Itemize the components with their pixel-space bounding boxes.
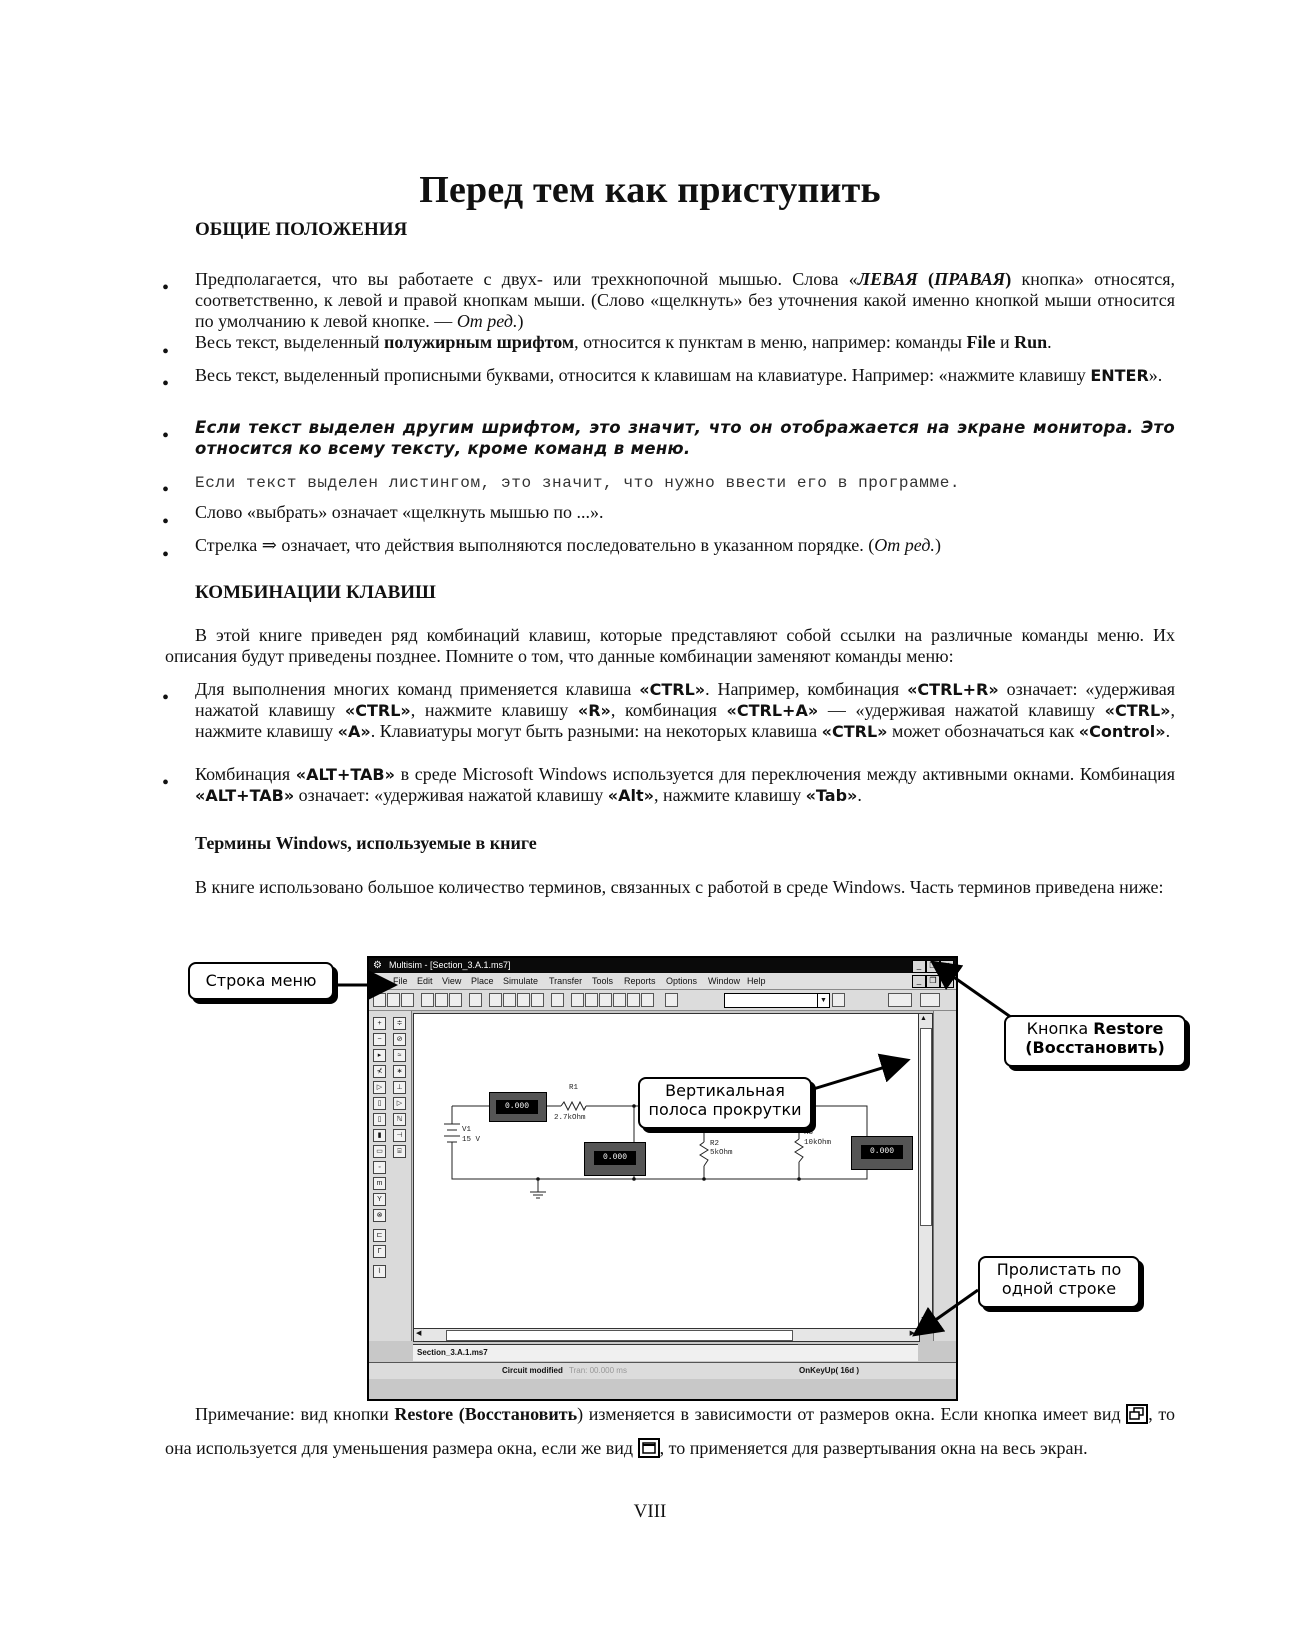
ladder-icon[interactable]: ⊏ (373, 1229, 386, 1242)
power-icon[interactable]: ≑ (393, 1017, 406, 1030)
v1-label: V1 (462, 1126, 472, 1134)
r1-label: R1 (569, 1084, 579, 1092)
electromech-icon[interactable]: ⊗ (373, 1209, 386, 1222)
bullet-listing: Если текст выделен листингом, это значит, что нужно ввести его в программе. (195, 474, 961, 492)
bullet-screen-font: Если текст выделен другим шрифтом, это значит, что он отображается на экране монитора. Это относится ко всему тексту, кроме команд в меню. (195, 418, 1175, 458)
bullet-dot: • (162, 277, 170, 299)
connector-icon[interactable]: ⊣ (393, 1129, 406, 1142)
cmos-icon[interactable]: ▯ (373, 1113, 386, 1126)
menu-tools[interactable]: Tools (592, 976, 614, 986)
bullet-bold-text: Весь текст, выделенный полужирным шрифтом, относится к пунктам в меню, например: команды File и Run. (195, 332, 1052, 352)
bullet-dot: • (162, 772, 170, 794)
place-text-icon[interactable]: ⌸ (393, 1145, 406, 1158)
callout-scroll-line: Пролистать по одной строке (978, 1256, 1140, 1308)
misc-icon[interactable]: m (373, 1177, 386, 1190)
r1-value: 2.7kOhm (554, 1114, 586, 1122)
menu-edit[interactable]: Edit (417, 976, 433, 986)
indicator-icon[interactable]: ◦ (373, 1161, 386, 1174)
scroll-left-icon[interactable]: ◀ (416, 1330, 422, 1337)
status-tran: Tran: 00.000 ms (569, 1366, 627, 1375)
document-icon: ▤ (375, 976, 384, 986)
doc-close-button[interactable]: ✕ (940, 975, 954, 988)
bullet-dot: • (162, 544, 170, 566)
basic-icon[interactable]: ~ (373, 1033, 386, 1046)
bullet-select: Слово «выбрать» означает «щелкнуть мышью по ...». (195, 502, 604, 522)
inductor-icon[interactable]: ∗ (393, 1065, 406, 1078)
chevron-down-icon: ▼ (817, 994, 829, 1007)
section-heading-shortcuts: КОМБИНАЦИИ КЛАВИШ (195, 582, 436, 603)
menu-file[interactable]: File (393, 976, 408, 986)
menu-simulate[interactable]: Simulate (503, 976, 539, 986)
opamp-icon[interactable]: ▷ (393, 1097, 406, 1110)
capacitor-icon[interactable]: ≈ (393, 1049, 406, 1062)
menu-place[interactable]: Place (471, 976, 494, 986)
minimize-button[interactable]: _ (912, 960, 926, 973)
bullet-dot: • (162, 341, 170, 363)
menu-reports[interactable]: Reports (624, 976, 656, 986)
r3-label: R3 (804, 1129, 814, 1137)
r2-value: 5kOhm (710, 1149, 733, 1157)
bullet-mouse: Предполагается, что вы работаете с двух- или трехкнопочной мышью. Слова «ЛЕВАЯ (ПРАВАЯ) кнопка» относятся, соответственно, к левой и правой кнопкам мыши. (Слово «щелкнуть» без уточнения какой именно кнопкой мыши относится по умолчанию к левой кнопке. — От ред.) (195, 269, 1176, 331)
bullet-alttab: Комбинация «ALT+TAB» в среде Microsoft Windows используется для переключения между активными окнами. Комбинация «ALT+TAB» означает: «удерживая нажатой клавишу «Alt», нажмите клавишу «Tab». (195, 764, 1175, 805)
menu-help[interactable]: Help (747, 976, 766, 986)
menu-window[interactable]: Window (708, 976, 741, 986)
callout-menu-bar: Строка меню (188, 962, 334, 1000)
doc-restore-button[interactable]: ❐ (926, 975, 940, 988)
wire-icon[interactable]: ⌇ (373, 1265, 386, 1278)
scroll-down-icon[interactable]: ▼ (920, 1316, 927, 1323)
mixed-icon[interactable]: ▭ (373, 1145, 386, 1158)
bullet-dot: • (162, 479, 170, 501)
resistor-icon[interactable]: ⊘ (393, 1033, 406, 1046)
tab-section-3a1[interactable]: Section_3.A.1.ms7 (417, 1348, 488, 1357)
page-title: Перед тем как приступить (419, 169, 881, 211)
status-keyup: OnKeyUp( 16d ) (799, 1366, 860, 1375)
transistor-icon[interactable]: ⊀ (373, 1065, 386, 1078)
status-modified: Circuit modified (502, 1366, 563, 1375)
r3-value: 10kOhm (804, 1139, 832, 1147)
menu-transfer[interactable]: Transfer (549, 976, 583, 986)
bullet-caps-keys: Весь текст, выделенный прописными буквами, относится к клавишам на клавиатуре. Например: «нажмите клавишу ENTER». (195, 365, 1163, 385)
v1-value: 15 V (462, 1136, 481, 1144)
misc-digital-icon[interactable]: ▮ (373, 1129, 386, 1142)
restore-button[interactable]: ❐ (926, 960, 940, 973)
doc-minimize-button[interactable]: _ (912, 975, 926, 988)
meter-display: 0.000 (861, 1145, 903, 1159)
terms-intro: В книге использовано большое количество терминов, связанных с работой в среде Windows. Часть терминов приведена ниже: (195, 877, 1164, 897)
arrow-symbol: ⇒ (261, 535, 277, 555)
source-icon[interactable]: + (373, 1017, 386, 1030)
scroll-right-icon[interactable]: ▶ (909, 1330, 915, 1337)
window-title: Multisim - [Section_3.A.1.ms7] (389, 960, 511, 970)
bullet-arrow: Стрелка ⇒ означает, что действия выполняются последовательно в указанном порядке. (От ред.) (195, 535, 941, 555)
arrow-vscroll (810, 1061, 905, 1090)
section-heading-general: ОБЩИЕ ПОЛОЖЕНИЯ (195, 219, 408, 240)
bus-icon[interactable]: ℕ (393, 1113, 406, 1126)
arrow-scroll-line (917, 1290, 978, 1333)
callout-vscroll: Вертикальная полоса прокрутки (638, 1077, 812, 1129)
callout-restore: Кнопка Restore (Восстановить) (1004, 1015, 1186, 1067)
app-icon: ⚙ (373, 960, 382, 971)
hier-block-icon[interactable]: Γ (373, 1245, 386, 1258)
bullet-dot: • (162, 687, 170, 709)
arrow-restore (935, 964, 1015, 1020)
bullet-dot: • (162, 373, 170, 395)
r2-label: R2 (710, 1140, 720, 1148)
page-number: VIII (633, 1501, 667, 1522)
menu-view[interactable]: View (442, 976, 462, 986)
restore-note: Примечание: вид кнопки Restore (Восстановить) изменяется в зависимости от размеров окна. Если кнопка имеет вид , то она используется для уменьшения размера окна, если же вид , то применяется для развертывания окна на весь экран. (165, 1404, 1175, 1458)
restore-small-icon (1126, 1404, 1148, 1424)
bullet-dot: • (162, 511, 170, 533)
scroll-up-icon[interactable]: ▲ (920, 1015, 927, 1022)
maximize-icon (638, 1438, 660, 1458)
ttl-icon[interactable]: ▯ (373, 1097, 386, 1110)
switch-icon[interactable]: ⊥ (393, 1081, 406, 1094)
meter-display: 0.000 (594, 1151, 636, 1165)
bullet-dot: • (162, 425, 170, 447)
shortcuts-intro: В этой книге приведен ряд комбинаций клавиш, которые представляют собой ссылки на различные команды меню. Их описания будут приведены позднее. Помните о том, что данные комбинации заменяют команды меню: (165, 625, 1175, 666)
section-heading-terms: Термины Windows, используемые в книге (195, 833, 537, 853)
analog-icon[interactable]: ▷ (373, 1081, 386, 1094)
rf-icon[interactable]: Y (373, 1193, 386, 1206)
meter-display: 0.000 (496, 1100, 538, 1114)
close-button[interactable]: ✕ (940, 960, 954, 973)
bullet-ctrl: Для выполнения многих команд применяется клавиша «CTRL». Например, комбинация «CTRL+R» означает: «удерживая нажатой клавишу «CTRL», нажмите клавишу «R», комбинация «CTRL+A» — «удерживая нажатой клавишу «CTRL», нажмите клавишу «A». Клавиатуры могут быть разными: на некоторых клавиша «CTRL» может обозначаться как «Control». (195, 679, 1176, 741)
menu-options[interactable]: Options (666, 976, 698, 986)
diode-icon[interactable]: ▸ (373, 1049, 386, 1062)
